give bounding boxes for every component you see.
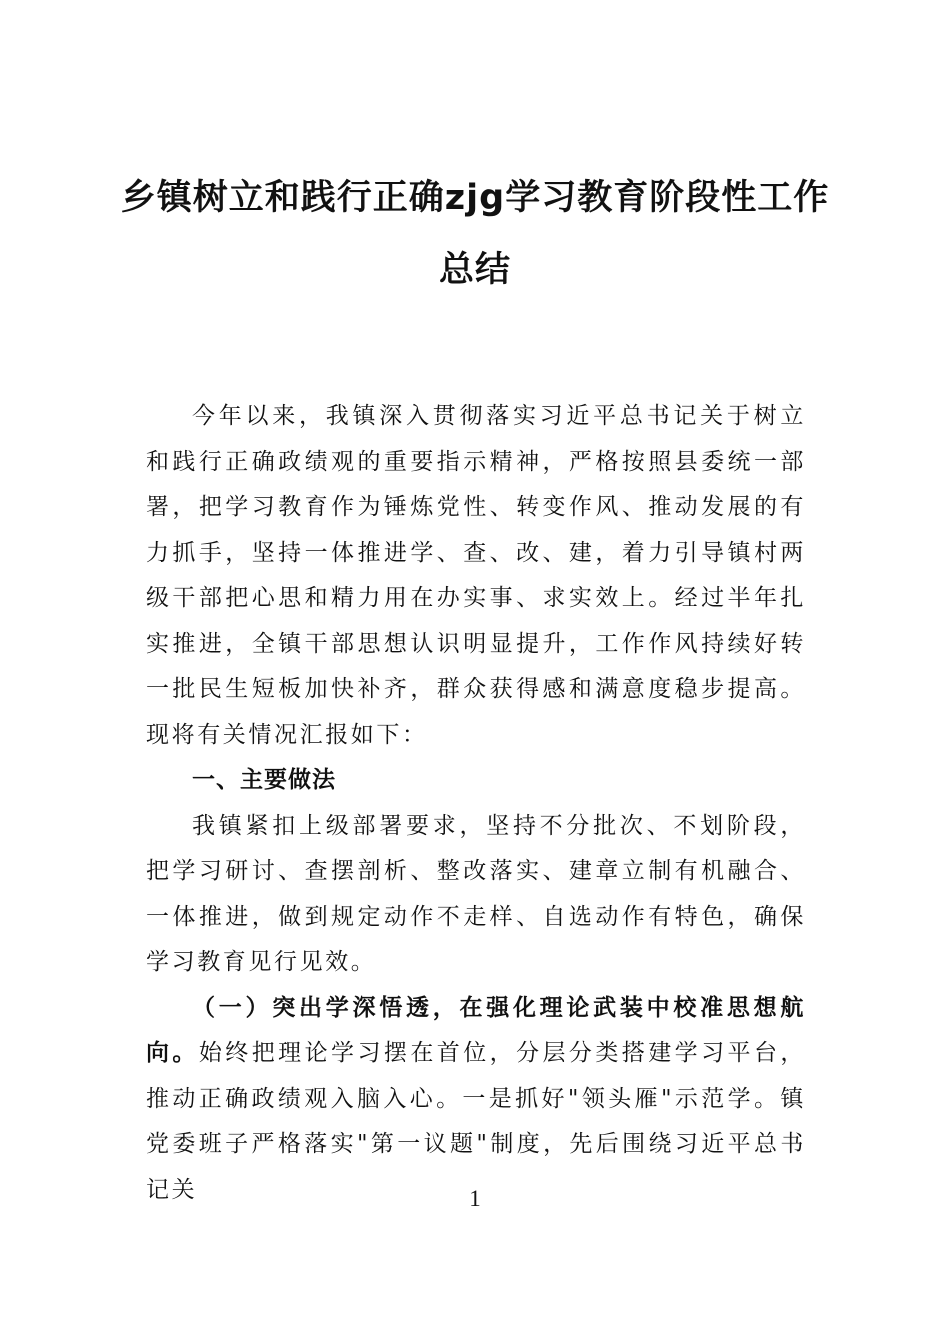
section1-intro-paragraph: 我镇紧扣上级部署要求，坚持不分批次、不划阶段，把学习研讨、查摆剖析、整改落实、建章立制有机融合、一体推进，做到规定动作不走样、自选动作有特色，确保学习教育见行见效。	[146, 812, 806, 975]
subsection1-paragraph	[146, 986, 806, 1214]
page-number: 1	[469, 1186, 481, 1211]
document-body	[146, 394, 806, 1213]
intro-paragraph: 今年以来，我镇深入贯彻落实习近平总书记关于树立和践行正确政绩观的重要指示精神，严格按照县委统一部署，把学习教育作为锤炼党性、转变作风、推动发展的有力抓手，坚持一体推进学、查、改、建，着力引导镇村两级干部把心思和精力用在办实事、求实效上。经过半年扎实推进，全镇干部思想认识明显提升，工作作风持续好转一批民生短板加快补齐，群众获得感和满意度稳步提高。现将有关情况汇报如下：	[146, 403, 806, 748]
subsection1-lead: （一）突出学深悟透，在强化理论武装中校准思想航向。	[146, 994, 806, 1066]
document-title: 乡镇树立和践行正确zjg学习教育阶段性工作总结	[120, 178, 830, 290]
section-heading-main-practices: 一、主要做法	[192, 767, 336, 793]
subsection1-text: 始终把理论学习摆在首位，分层分类搭建学习平台，推动正确政绩观入脑入心。一是抓好"领头雁"示范学。镇党委班子严格落实"第一议题"制度，先后围绕习近平总书记关	[146, 1040, 806, 1203]
